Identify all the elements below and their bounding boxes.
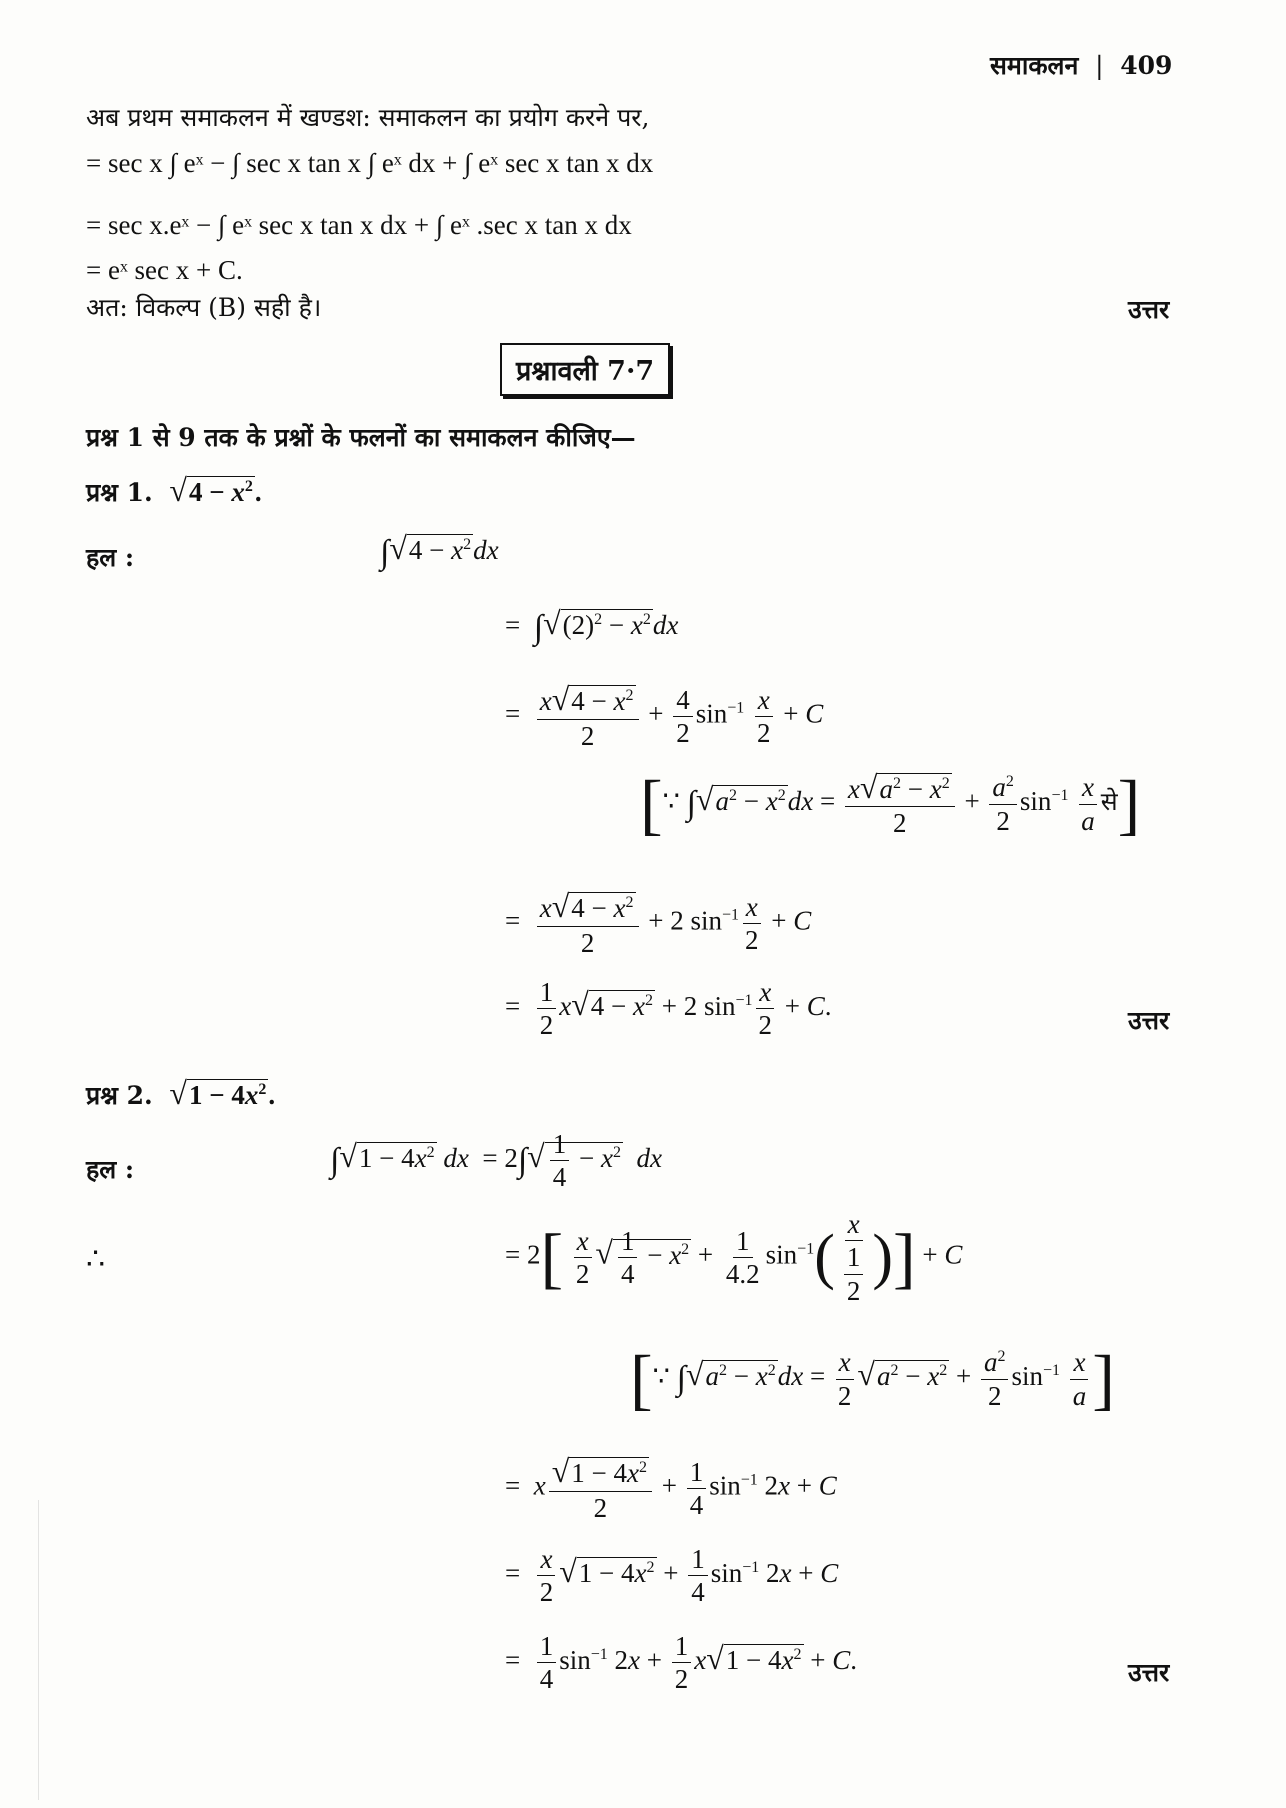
q1-answer-mark: उत्तर [1128, 1006, 1170, 1035]
answer-mark-top: उत्तर [1128, 295, 1170, 324]
therefore-symbol: ∴ [86, 1242, 106, 1277]
conclusion-text: अत: विकल्प (B) सही है। [86, 293, 322, 322]
running-header [990, 48, 1172, 82]
q1-step-2: = $\frac{x√4 - x^2}{2}$ + $\frac{4}{2}$ $\sin^{-1}$ $\frac{x}{2}$ + C [505, 681, 824, 751]
q2-label: प्रश्न 2. [86, 1081, 153, 1110]
q1-step-3: = $\frac{x√4 - x^2}{2}$ + 2 $\sin^{-1}$ $\frac{x}{2}$ + C [505, 888, 812, 958]
q2-step-2: = x $\frac{√1 - 4x^2}{2}$ + $\frac{1}{4}$ $\sin^{-1} 2x + C$ [505, 1453, 837, 1523]
scan-edge [38, 1500, 39, 1800]
header-separator: | [1095, 51, 1104, 80]
q2-answer-mark: उत्तर [1128, 1658, 1170, 1687]
q2-step-1: = 2[ $\frac{x}{2}$ √ $\frac{1}{4}$ − $x^2$ + $\frac{1}{4.2}$ $\sin^{-1}$( $\frac{x}{\frac{1}{2}}$ )] + C [505, 1209, 963, 1306]
q2-step-3: = $\frac{x}{2}$ $√1 - 4x^2$ + $\frac{1}{4}$ $\sin^{-1} 2x + C$ [505, 1544, 839, 1608]
top-eq-line-1: = sec x ∫ eˣ − ∫ sec x tan x ∫ eˣ dx + ∫ eˣ sec x tan x dx [86, 148, 654, 178]
q1-step-4: = $\frac{1}{2}$ $x√4 - x^2 + 2$ $\sin^{-1}$ $\frac{x}{2}$ + C. [505, 977, 832, 1041]
chapter-title: समाकलन [990, 51, 1079, 80]
q1-hint-formula: [∵ $\int√a^2 - x^2dx$ = $\frac{x√a^2 - x^2}{2}$ + $\frac{a^2}{2}$ $\sin^{-1}$ $\frac{x}{a}$ से] [640, 766, 1141, 842]
q2-solution-label: हल : [86, 1155, 135, 1184]
q1-solution-label: हल : [86, 543, 135, 572]
q2-step-4: = $\frac{1}{4}$ $\sin^{-1} 2x$ + $\frac{1}{2}$ $x√1 - 4x^2 + C$. [505, 1631, 858, 1695]
q2-step-0: $\int√1 - 4x^2$ dx = 2∫√ $\frac{1}{4}$ − $x^2$ dx [330, 1129, 662, 1193]
exercise-title: प्रश्नावली 7·7 [500, 343, 670, 396]
q1-question: प्रश्न 1. $√4 - x^2$. [86, 472, 262, 508]
instruction-text: प्रश्न 1 से 9 तक के प्रश्नों के फलनों का समाकलन कीजिए— [86, 423, 636, 452]
q1-label: प्रश्न 1. [86, 478, 153, 507]
q2-question: प्रश्न 2. $√1 - 4x^2$. [86, 1075, 276, 1111]
q1-hint-word: से [1100, 789, 1118, 817]
q1-step-0: $\int√4 - x^2dx$ [380, 530, 499, 571]
q2-hint-formula: [∵ $\int√a^2 - x^2dx$ = $\frac{x}{2}$ $√a^2 - x^2$ + $\frac{a^2}{2}$ $\sin^{-1}$ $\frac{x}{a}$ ] [630, 1341, 1115, 1417]
intro-text: अब प्रथम समाकलन में खण्डश: समाकलन का प्रयोग करने पर, [86, 103, 650, 132]
top-eq-line-3: = eˣ sec x + C. [86, 255, 243, 285]
top-eq-line-2: = sec x.eˣ − ∫ eˣ sec x tan x dx + ∫ eˣ .sec x tan x dx [86, 210, 632, 240]
q1-step-1: = $\int√(2)^2 - x^2dx$ [505, 605, 679, 646]
page-number: 409 [1120, 51, 1173, 80]
